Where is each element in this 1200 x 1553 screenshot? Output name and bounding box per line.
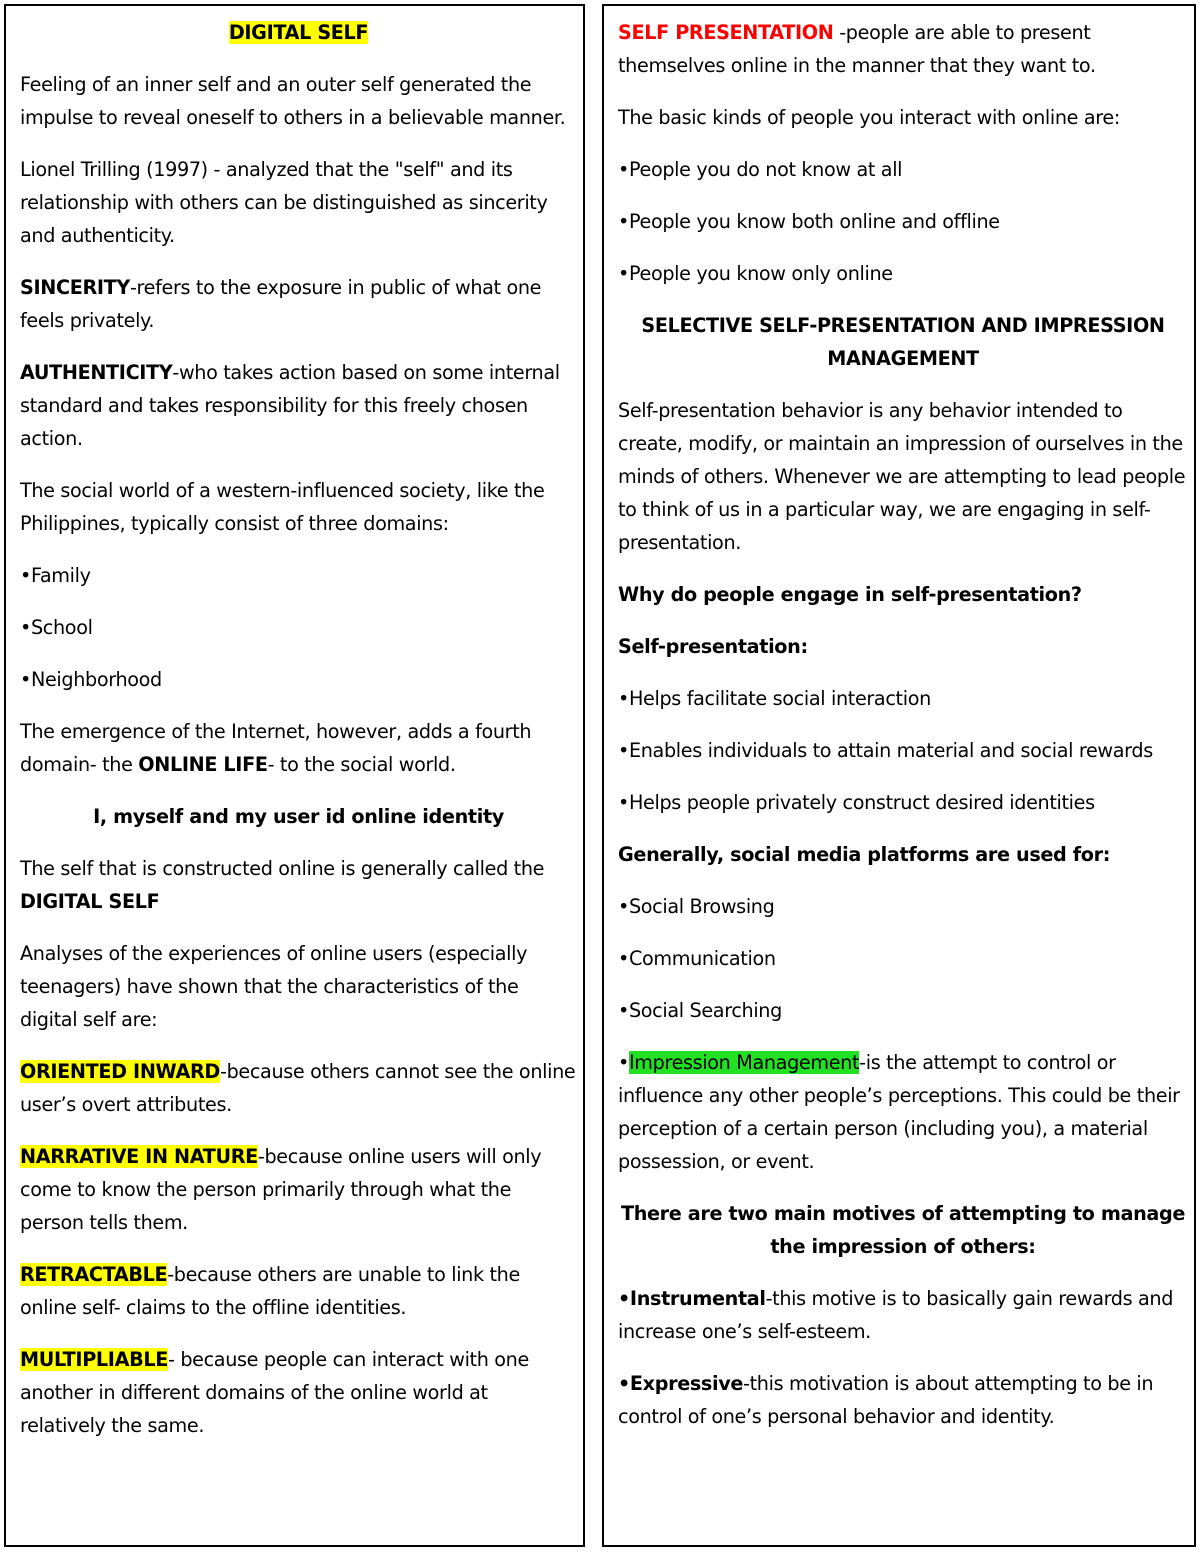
paragraph-kinds-intro: The basic kinds of people you interact with online are:	[618, 106, 1120, 129]
list-item-benefit-identities: •Helps people privately construct desired identities	[618, 791, 1095, 814]
characteristic-multipliable: MULTIPLIABLE- because people can interact with one another in different domains of the online world at relatively the same.	[20, 1348, 529, 1437]
subheading-online-identity: I, myself and my user id online identity	[93, 805, 504, 828]
paragraph-digital-self-definition: The self that is constructed online is generally called the DIGITAL SELF	[20, 857, 545, 913]
heading-two-motives: There are two main motives of attempting to manage the impression of others:	[620, 1202, 1186, 1258]
list-item-use-communication: •Communication	[618, 947, 776, 970]
paragraph-authenticity: AUTHENTICITY-who takes action based on some internal standard and takes responsibility for this freely chosen action.	[20, 361, 560, 450]
paragraph-inner-outer-self: Feeling of an inner self and an outer self generated the impulse to reveal oneself to others in a believable manner.	[20, 73, 566, 129]
list-item-kind-online-only: •People you know only online	[618, 262, 893, 285]
characteristic-retractable: RETRACTABLE-because others are unable to link the online self- claims to the offline identities.	[20, 1263, 520, 1319]
list-item-neighborhood: •Neighborhood	[20, 668, 162, 691]
sincerity-term: SINCERITY	[20, 276, 130, 299]
paragraph-self-presentation-behavior: Self-presentation behavior is any behavior intended to create, modify, or maintain an impression of ourselves in the minds of others. Whenever we are attempting to lead people to think of us in a particular way, we are engaging in self-presentation.	[618, 399, 1186, 554]
paragraph-lionel-trilling: Lionel Trilling (1997) - analyzed that the "self" and its relationship with others can be distinguished as sincerity and authenticity.	[20, 158, 548, 247]
paragraph-analyses: Analyses of the experiences of online users (especially teenagers) have shown that the characteristics of the digital self are:	[20, 942, 528, 1031]
list-item-benefit-rewards: •Enables individuals to attain material and social rewards	[618, 739, 1153, 762]
label-platforms: Generally, social media platforms are used for:	[618, 843, 1111, 866]
paragraph-sincerity: SINCERITY-refers to the exposure in public of what one feels privately.	[20, 276, 542, 332]
list-item-benefit-interaction: •Helps facilitate social interaction	[618, 687, 931, 710]
paragraph-online-life: The emergence of the Internet, however, adds a fourth domain- the ONLINE LIFE- to the social world.	[20, 720, 532, 776]
digital-self-title: DIGITAL SELF	[228, 21, 369, 44]
right-column	[602, 4, 1196, 1547]
characteristic-narrative: NARRATIVE IN NATURE-because online users will only come to know the person primarily through what the person tells them.	[20, 1145, 542, 1234]
heading-selective-self-presentation: SELECTIVE SELF-PRESENTATION AND IMPRESSION MANAGEMENT	[641, 314, 1165, 370]
paragraph-social-world: The social world of a western-influenced society, like the Philippines, typically consist of three domains:	[20, 479, 545, 535]
impression-management-term: Impression Management	[628, 1051, 860, 1074]
list-item-kind-unknown: •People you do not know at all	[618, 158, 903, 181]
question-why-self-presentation: Why do people engage in self-presentation?	[618, 583, 1082, 606]
motive-instrumental: •Instrumental-this motive is to basically gain rewards and increase one’s self-esteem.	[618, 1287, 1174, 1343]
list-item-use-browsing: •Social Browsing	[618, 895, 775, 918]
list-item-use-searching: •Social Searching	[618, 999, 782, 1022]
label-self-presentation: Self-presentation:	[618, 635, 808, 658]
list-item-school: •School	[20, 616, 93, 639]
paragraph-self-presentation: SELF PRESENTATION -people are able to present themselves online in the manner that they want to.	[618, 21, 1096, 77]
paragraph-impression-management: •Impression Management-is the attempt to control or influence any other people’s perceptions. This could be their perception of a certain person (including you), a material possession, or event.	[618, 1051, 1180, 1173]
left-column	[4, 4, 585, 1547]
authenticity-term: AUTHENTICITY	[20, 361, 173, 384]
characteristic-oriented-inward: ORIENTED INWARD-because others cannot see the online user’s overt attributes.	[20, 1060, 576, 1116]
motive-expressive: •Expressive-this motivation is about attempting to be in control of one’s personal behavior and identity.	[618, 1372, 1154, 1428]
list-item-family: •Family	[20, 564, 91, 587]
list-item-kind-both: •People you know both online and offline	[618, 210, 1000, 233]
